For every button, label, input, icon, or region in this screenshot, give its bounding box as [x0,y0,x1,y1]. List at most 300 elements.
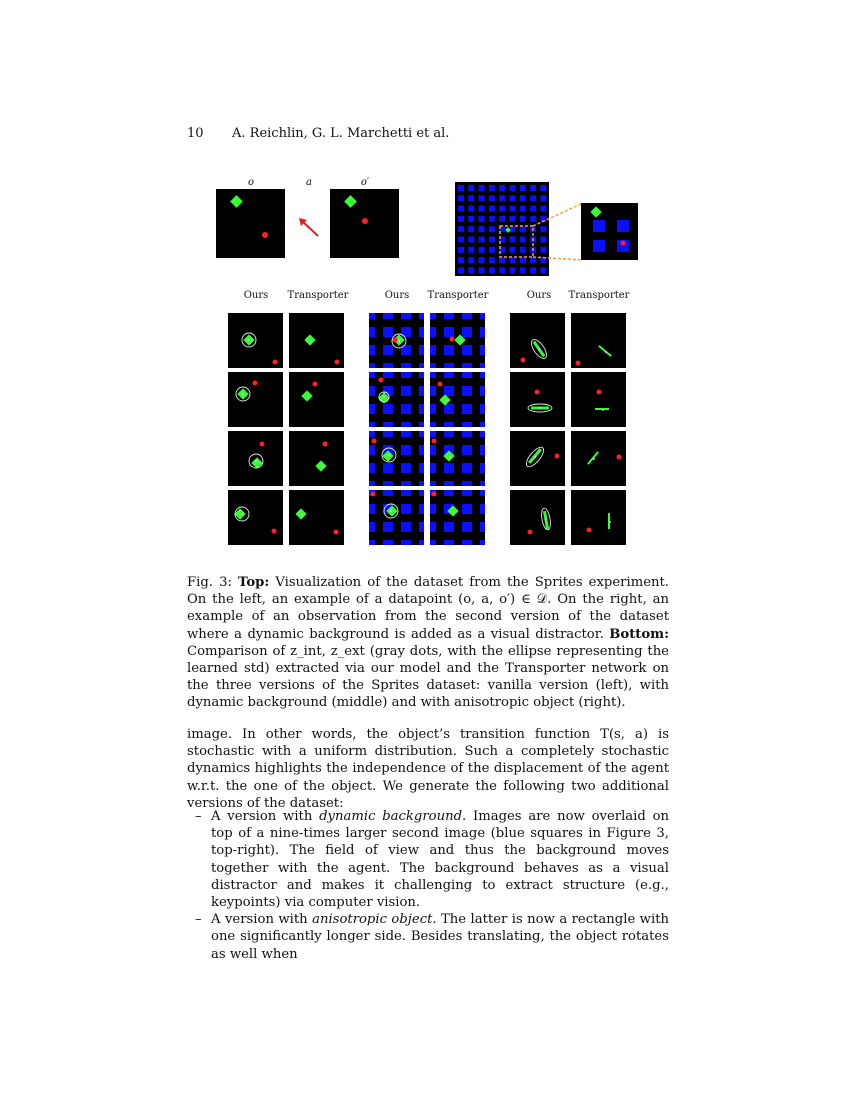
latent-dot [241,513,243,515]
blue-square [369,363,375,368]
blue-square [480,327,485,337]
keypoint-dot [307,396,309,398]
blue-square [430,522,436,532]
blue-square [480,372,485,378]
agent-dot [597,390,602,395]
blue-square [444,386,454,396]
blue-square [444,431,454,437]
blue-square [383,363,393,368]
blue-square [383,522,393,532]
keypoint-dot [449,456,451,458]
col-label-ours-3: Ours [526,290,552,301]
blue-square [462,431,472,437]
blue-square [480,490,485,496]
agent-dot [555,454,560,459]
blue-square [369,372,375,378]
blue-square [444,522,454,532]
sample-tile [430,372,485,427]
blue-square [430,504,436,514]
blue-square [401,345,411,355]
blue-square [468,216,474,222]
blue-square [499,257,505,263]
blue-square [383,463,393,473]
zoom-connector-lines [533,200,583,264]
object-rectangle [587,451,599,465]
blue-square [462,540,472,545]
blue-square [444,463,454,473]
blue-square [510,237,516,243]
agent-dot [272,529,277,534]
body-paragraph: image. In other words, the object’s transition function T(s, a) is stochastic with a uniform distribution. Such a completely stochastic dynamics highlights the independence of the displacement of the agent w.r.t. the one of the object. We generate the following two additional versions of the dataset: [187,727,669,811]
observation-o-prime-image [330,189,399,258]
blue-square [489,195,495,201]
blue-square [401,431,411,437]
blue-square [468,247,474,253]
blue-square [479,267,485,273]
bullet1-post: . Images are now overlaid on top of a nine-times larger second image (blue squares in Figure 3, top-right). The field of view and thus the background moves together with the agent. The background behaves as a visual distractor and makes it challenging to extract structure (e.g., keypoints) via computer vision. [211,809,670,911]
object-diamond [304,334,315,345]
sample-tile [510,490,565,545]
blue-square [530,185,536,191]
bullet1-emphasis: dynamic background [319,809,463,824]
blue-square [401,522,411,532]
sample-tile [571,431,626,486]
bullet1-pre: A version with [211,809,320,824]
blue-square [489,185,495,191]
blue-square [468,257,474,263]
object-rectangle [608,513,610,529]
blue-square [430,363,436,368]
sample-tile [510,372,565,427]
blue-square [444,327,454,337]
blue-square [480,522,485,532]
agent-dot [576,361,581,366]
blue-square [444,363,454,368]
latent-dot [255,460,257,462]
sample-tile [228,372,283,427]
sample-tile [430,490,485,545]
label-a: a [306,177,312,188]
latent-dot [545,518,547,520]
bullet-dash: – [195,809,202,824]
sample-tile [289,490,344,545]
blue-square [369,522,375,532]
blue-square [489,206,495,212]
bullet-item-dynamic-background [187,808,669,911]
agent-dot [621,241,626,246]
bullet-dash: – [195,912,202,928]
blue-square [480,463,485,473]
latent-dot [388,454,390,456]
blue-square [458,226,464,232]
latent-dot [398,340,400,342]
object-diamond [315,460,326,471]
blue-square [499,267,505,273]
blue-square [489,267,495,273]
bullet-item-anisotropic-object [187,911,669,963]
agent-dot [432,439,437,444]
blue-square [458,247,464,253]
running-header-authors: A. Reichlin, G. L. Marchetti et al. [232,126,450,141]
blue-square [480,404,485,414]
blue-square [520,237,526,243]
blue-square [444,372,454,378]
col-label-ours-2: Ours [384,290,410,301]
blue-square [401,363,411,368]
blue-square [419,445,424,455]
col-label-ours-1: Ours [243,290,269,301]
blue-square [383,327,393,337]
blue-square [430,540,436,545]
blue-square [480,540,485,545]
blue-square [419,490,424,496]
blue-square [530,267,536,273]
blue-square [510,226,516,232]
object-diamond [590,206,601,217]
blue-square [479,216,485,222]
blue-square [458,257,464,263]
blue-square [458,185,464,191]
object-diamond [439,394,450,405]
blue-square [444,490,454,496]
sample-tile [369,431,424,486]
agent-dot [362,218,368,224]
blue-square [479,257,485,263]
agent-dot [334,530,339,535]
col-label-transporter-2: Transporter [427,290,489,301]
blue-square [401,463,411,473]
blue-square [499,206,505,212]
label-o: o [247,177,255,188]
keypoint-dot [602,409,604,411]
caption-text-2: Comparison of z_int, z_ext (gray dots, with the ellipse representing the learned std) extracted via our model and the Transporter network on the three versions of the Sprites dataset: vanilla version (left), with dynamic background (middle) and with anisotropic object (right). [187,643,669,711]
blue-square [468,206,474,212]
blue-square [462,481,472,486]
blue-square [430,386,436,396]
blue-square [510,257,516,263]
blue-square [444,540,454,545]
sample-tile [369,372,424,427]
blue-square [479,237,485,243]
blue-square [383,313,393,319]
blue-square [520,195,526,201]
latent-dot [383,396,385,398]
blue-square [489,216,495,222]
blue-square [499,216,505,222]
agent-dot [438,382,443,387]
blue-square [430,327,436,337]
blue-square [369,463,375,473]
blue-square [419,522,424,532]
blue-square [480,345,485,355]
sample-tile [510,313,565,368]
agent-dot [260,442,265,447]
sample-tile [228,490,283,545]
blue-square [489,247,495,253]
sample-tile [430,313,485,368]
blue-square [480,422,485,427]
blue-square [419,386,424,396]
observation-o-image [216,189,285,258]
blue-square [458,195,464,201]
agent-dot [393,338,398,343]
blue-square [401,540,411,545]
keypoint-dot [609,521,611,523]
agent-dot [372,439,377,444]
blue-square [430,431,436,437]
object-diamond [295,508,306,519]
agent-dot [379,378,384,383]
blue-square [520,226,526,232]
blue-square [369,404,375,414]
blue-square [468,185,474,191]
blue-square [520,247,526,253]
agent-dot [617,455,622,460]
blue-square [419,481,424,486]
blue-square [489,257,495,263]
blue-square [430,313,436,319]
blue-square [430,481,436,486]
latent-dot [242,393,244,395]
blue-square [520,185,526,191]
sample-tile [228,431,283,486]
blue-square [430,345,436,355]
agent-dot [521,358,526,363]
blue-square [468,195,474,201]
blue-square [458,216,464,222]
blue-square [458,206,464,212]
blue-square [419,504,424,514]
sample-tile [289,431,344,486]
blue-square [462,345,472,355]
blue-square [369,345,375,355]
blue-square [444,313,454,319]
latent-dot [538,348,540,350]
blue-square [480,313,485,319]
keypoint-dot [605,351,607,353]
keypoint-dot [310,340,312,342]
blue-square [401,445,411,455]
sample-tile [289,313,344,368]
blue-square [510,195,516,201]
agent-dot [535,390,540,395]
blue-square [520,206,526,212]
blue-square [419,363,424,368]
keypoint-dot [460,340,462,342]
agent-dot [262,232,268,238]
blue-square [430,422,436,427]
agent-dot [528,530,533,535]
blue-square [419,313,424,319]
agent-dot [587,528,592,533]
blue-square [401,327,411,337]
blue-square [383,481,393,486]
blue-square [444,422,454,427]
caption-top-bold: Top: [238,575,270,590]
blue-square [479,195,485,201]
latent-dot [534,456,536,458]
action-arrow-icon [296,215,322,239]
blue-square [419,431,424,437]
blue-square [419,372,424,378]
blue-square [383,540,393,545]
bullet2-pre: A version with [211,912,313,928]
zoomed-observation-image [581,203,638,260]
blue-square [401,372,411,378]
agent-dot [313,382,318,387]
blue-square [520,257,526,263]
col-label-transporter-3: Transporter [568,290,630,301]
label-o-prime: o′ [360,177,370,188]
blue-square [510,247,516,253]
blue-square [419,345,424,355]
blue-square [401,481,411,486]
blue-square [369,313,375,319]
blue-square [462,313,472,319]
blue-square [419,422,424,427]
blue-square [462,372,472,378]
blue-square [468,267,474,273]
blue-square [468,226,474,232]
blue-square [444,404,454,414]
blue-square [480,481,485,486]
blue-square [383,404,393,414]
agent-dot [253,381,258,386]
figure-caption [187,574,669,712]
blue-square [444,345,454,355]
caption-text-1: Visualization of the dataset from the Sprites experiment. On the left, an example of a datapoint (o, a, o′) ∈ 𝒟. On the right, an example of an observation from the second version of the dataset where a dynamic background is added as a visual distractor. [187,575,669,642]
blue-square [499,195,505,201]
blue-square [401,490,411,496]
agent-dot [371,492,376,497]
blue-square [401,313,411,319]
agent-dot [273,360,278,365]
blue-square [540,267,546,273]
sample-tile [571,313,626,368]
page-number: 10 [187,126,204,141]
blue-square [369,422,375,427]
blue-square [401,404,411,414]
blue-square [401,386,411,396]
sample-tile [510,431,565,486]
object-diamond [301,390,312,401]
blue-square [510,206,516,212]
caption-bottom-bold: Bottom: [609,626,669,642]
latent-dot [248,339,250,341]
blue-square [369,504,375,514]
blue-square [540,185,546,191]
sample-tile [228,313,283,368]
blue-square [369,327,375,337]
blue-square [383,431,393,437]
blue-square [369,431,375,437]
blue-square [383,422,393,427]
blue-square [369,386,375,396]
caption-label: Fig. 3: [187,575,232,590]
blue-square [510,216,516,222]
blue-square [430,445,436,455]
keypoint-dot [301,514,303,516]
sample-tile [430,431,485,486]
latent-dot [390,510,392,512]
keypoint-dot [445,400,447,402]
blue-square [489,237,495,243]
sample-tile [289,372,344,427]
blue-square [419,463,424,473]
object-diamond [344,195,357,208]
blue-square [401,504,411,514]
blue-square [462,522,472,532]
blue-square [520,267,526,273]
blue-square [510,185,516,191]
blue-square [462,445,472,455]
blue-square [369,540,375,545]
bullet2-emphasis: anisotropic object [312,912,433,928]
object-diamond [230,195,243,208]
object-rectangle [595,408,609,410]
blue-square [383,372,393,378]
blue-square [430,404,436,414]
blue-square [430,463,436,473]
blue-square [462,504,472,514]
blue-square [489,226,495,232]
blue-square [479,247,485,253]
latent-dot [539,407,541,409]
blue-square [462,404,472,414]
bullet-list [187,808,669,963]
blue-square [430,372,436,378]
blue-square [419,327,424,337]
blue-square [479,206,485,212]
keypoint-dot [321,466,323,468]
object-rectangle [598,345,612,357]
agent-dot [323,442,328,447]
sample-tile [571,490,626,545]
blue-square [462,490,472,496]
blue-square [480,363,485,368]
sample-tile [369,313,424,368]
blue-square [458,237,464,243]
blue-square [444,481,454,486]
keypoint-dot [453,511,455,513]
blue-square [369,445,375,455]
blue-square [462,363,472,368]
blue-square [462,463,472,473]
bullet2-post: . The latter is now a rectangle with one significantly longer side. Besides translating, the object rotates as well when [211,912,669,962]
blue-square [462,327,472,337]
blue-square [480,445,485,455]
col-label-transporter-1: Transporter [287,290,349,301]
blue-square [401,422,411,427]
blue-square [480,386,485,396]
blue-square [383,345,393,355]
blue-square [458,267,464,273]
blue-square [419,540,424,545]
sample-tile [571,372,626,427]
keypoint-dot [593,458,595,460]
blue-square [383,490,393,496]
blue-square [468,237,474,243]
blue-square [462,422,472,427]
agent-dot [450,337,455,342]
blue-square [520,216,526,222]
blue-square [480,504,485,514]
blue-square [369,481,375,486]
blue-square [419,404,424,414]
blue-square [480,431,485,437]
sample-tile [369,490,424,545]
blue-square [499,185,505,191]
